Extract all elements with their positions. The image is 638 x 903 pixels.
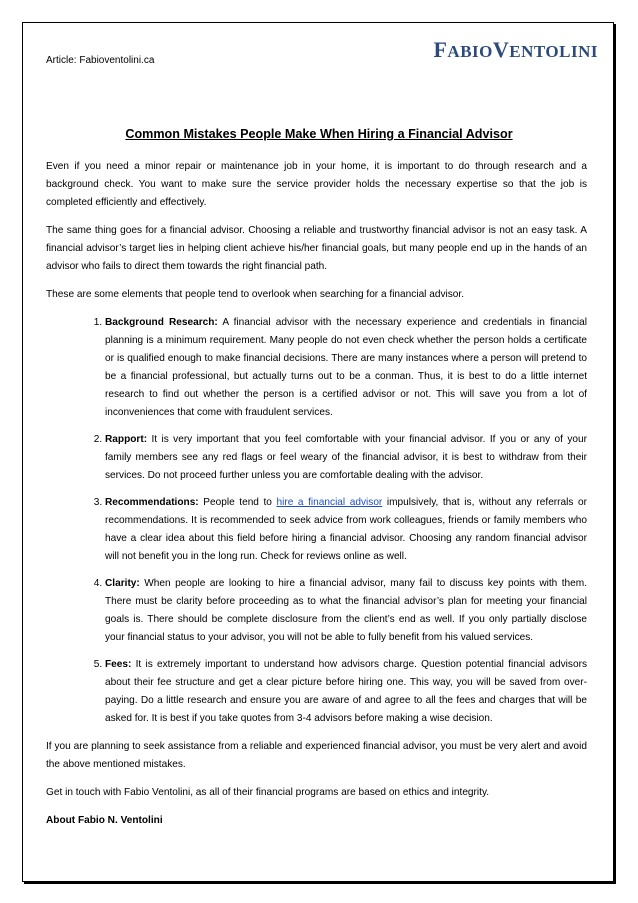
list-item-clarity [105,575,587,647]
article-title: Common Mistakes People Make When Hiring a Financial Advisor [125,127,513,141]
article-source-label: Article: Fabioventolini.ca [46,55,155,66]
list-item-text: It is very important that you feel comfortable with your financial advisor. If you or any of your family members see any red flags or feel weary of the financial advisor, it is best to withdraw from their services. Do not proceed further unless you are comfortable dealing with the advisor. [105,434,587,481]
logo-first: FABIO [433,37,493,62]
intro-paragraph-1: Even if you need a minor repair or maintenance job in your home, it is important to do through research and a background check. You want to make sure the service provider holds the necessary expertise so that the job is completed efficiently and effectively. [46,161,587,208]
list-item-text: It is extremely important to understand how advisors charge. Question potential financial advisors about their fee structure and get a clear picture before hiring one. This way, you will be saved from over-paying. Do a little research and ensure you are aware of and agree to all the fees and charges that will be asked for. It is best if you take quotes from 3-4 advisors before making a wise decision. [105,659,587,724]
list-item-text-before-link: People tend to [198,497,277,508]
intro-paragraph-3: These are some elements that people tend to overlook when searching for a financial advisor. [46,289,465,300]
list-item-background-research [105,314,587,422]
logo-second: VENTOLINI [492,37,598,62]
list-item-heading: Rapport: [105,434,148,445]
list-item-recommendations [105,494,587,566]
list-item-text: When people are looking to hire a financial advisor, many fail to discuss key points with them. There must be clarity before proceeding as to what the financial advisor’s plan for meeting your financial goals is. There should be complete disclosure from the client’s end as well. If you only partially disclose your financial status to your advisor, you will not be able to fully benefit from his valued services. [105,578,587,643]
list-item-fees [105,656,587,728]
list-item-text-after-link: impulsively, that is, without any referrals or recommendations. It is recommended to seek advice from work colleagues, friends or family members who have a clear idea about this field before hiring a financial advisor. Choosing any random financial advisor will not benefit you in the long run. Check for reviews online as well. [105,497,587,562]
intro-paragraph-2: The same thing goes for a financial advisor. Choosing a reliable and trustworthy financial advisor is not an easy task. A financial advisor’s target lies in helping client achieve his/her financial goals, but many people end up in the hands of an advisor who fails to direct them towards the right financial path. [46,225,587,272]
article-body [46,158,587,840]
list-item-heading: Background Research: [105,317,218,328]
list-item-heading: Recommendations: [105,497,199,508]
hire-financial-advisor-link[interactable]: hire a financial advisor [276,497,383,508]
list-item-rapport [105,431,587,485]
list-item-heading: Clarity: [105,578,140,589]
closing-paragraph-1: If you are planning to seek assistance from a reliable and experienced financial advisor, you must be very alert and avoid the above mentioned mistakes. [46,741,587,770]
list-item-heading: Fees: [105,659,132,670]
mistakes-list [46,314,587,728]
fabio-ventolini-logo [433,37,598,63]
list-item-text: A financial advisor with the necessary experience and credentials in financial planning is a minimum requirement. Many people do not even check whether the person holds a certificate or is qualified enough to make financial decisions. There are many instances where a person will pretend to be a financial professional, but actually turns out to be a conman. Thus, it is best to do a little internet research to find out whether the person is a certified advisor or not. This will save you from a lot of inconveniences that come with fraudulent services. [105,317,587,418]
closing-paragraph-2: Get in touch with Fabio Ventolini, as all of their financial programs are based on ethics and integrity. [46,787,490,798]
about-heading: About Fabio N. Ventolini [46,815,163,826]
